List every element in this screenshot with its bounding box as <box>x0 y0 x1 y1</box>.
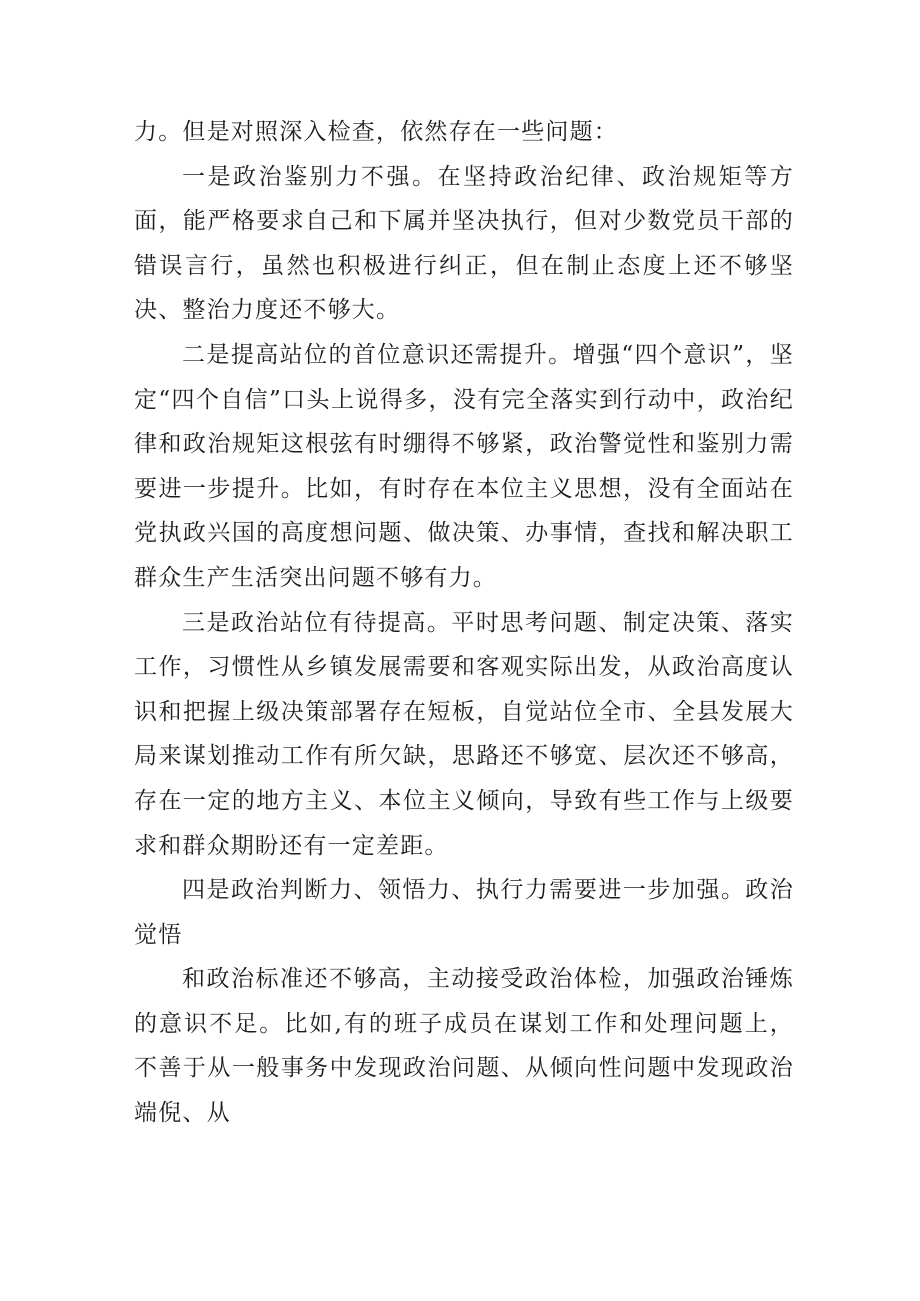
paragraph-political-standards: 和政治标准还不够高，主动接受政治体检，加强政治锤炼的意识不足。比如,有的班子成员在谋划工作和处理问题上，不善于从一般事务中发现政治问题、从倾向性问题中发现政治端倪、从 <box>134 966 794 1127</box>
document-body <box>134 110 794 1136</box>
paragraph-political-discernment: 一是政治鉴别力不强。在坚持政治纪律、政治规矩等方面，能严格要求自己和下属并坚决执行，但对少数党员干部的错误言行，虽然也积极进行纠正，但在制止态度上还不够坚决、整治力度还不够大。 <box>134 163 794 324</box>
paragraph-position-awareness: 二是提高站位的首位意识还需提升。增强“四个意识”，坚定“四个自信”口头上说得多，没有完全落实到行动中，政治纪律和政治规矩这根弦有时绷得不够紧，政治警觉性和鉴别力需要进一步提升。比如，有时存在本位主义思想，没有全面站在党执政兴国的高度想问题、做决策、办事情，查找和解决职工群众生产生活突出问题不够有力。 <box>134 341 794 591</box>
paragraph-continuation: 力。但是对照深入检查，依然存在一些问题： <box>134 119 618 145</box>
paragraph-political-standing: 三是政治站位有待提高。平时思考问题、制定决策、落实工作，习惯性从乡镇发展需要和客观实际出发，从政治高度认识和把握上级决策部署存在短板，自觉站位全市、全县发展大局来谋划推动工作有所欠缺，思路还不够宽、层次还不够高，存在一定的地方主义、本位主义倾向，导致有些工作与上级要求和群众期盼还有一定差距。 <box>134 609 794 859</box>
paragraph-political-judgment: 四是政治判断力、领悟力、执行力需要进一步加强。政治觉悟 <box>134 877 794 948</box>
